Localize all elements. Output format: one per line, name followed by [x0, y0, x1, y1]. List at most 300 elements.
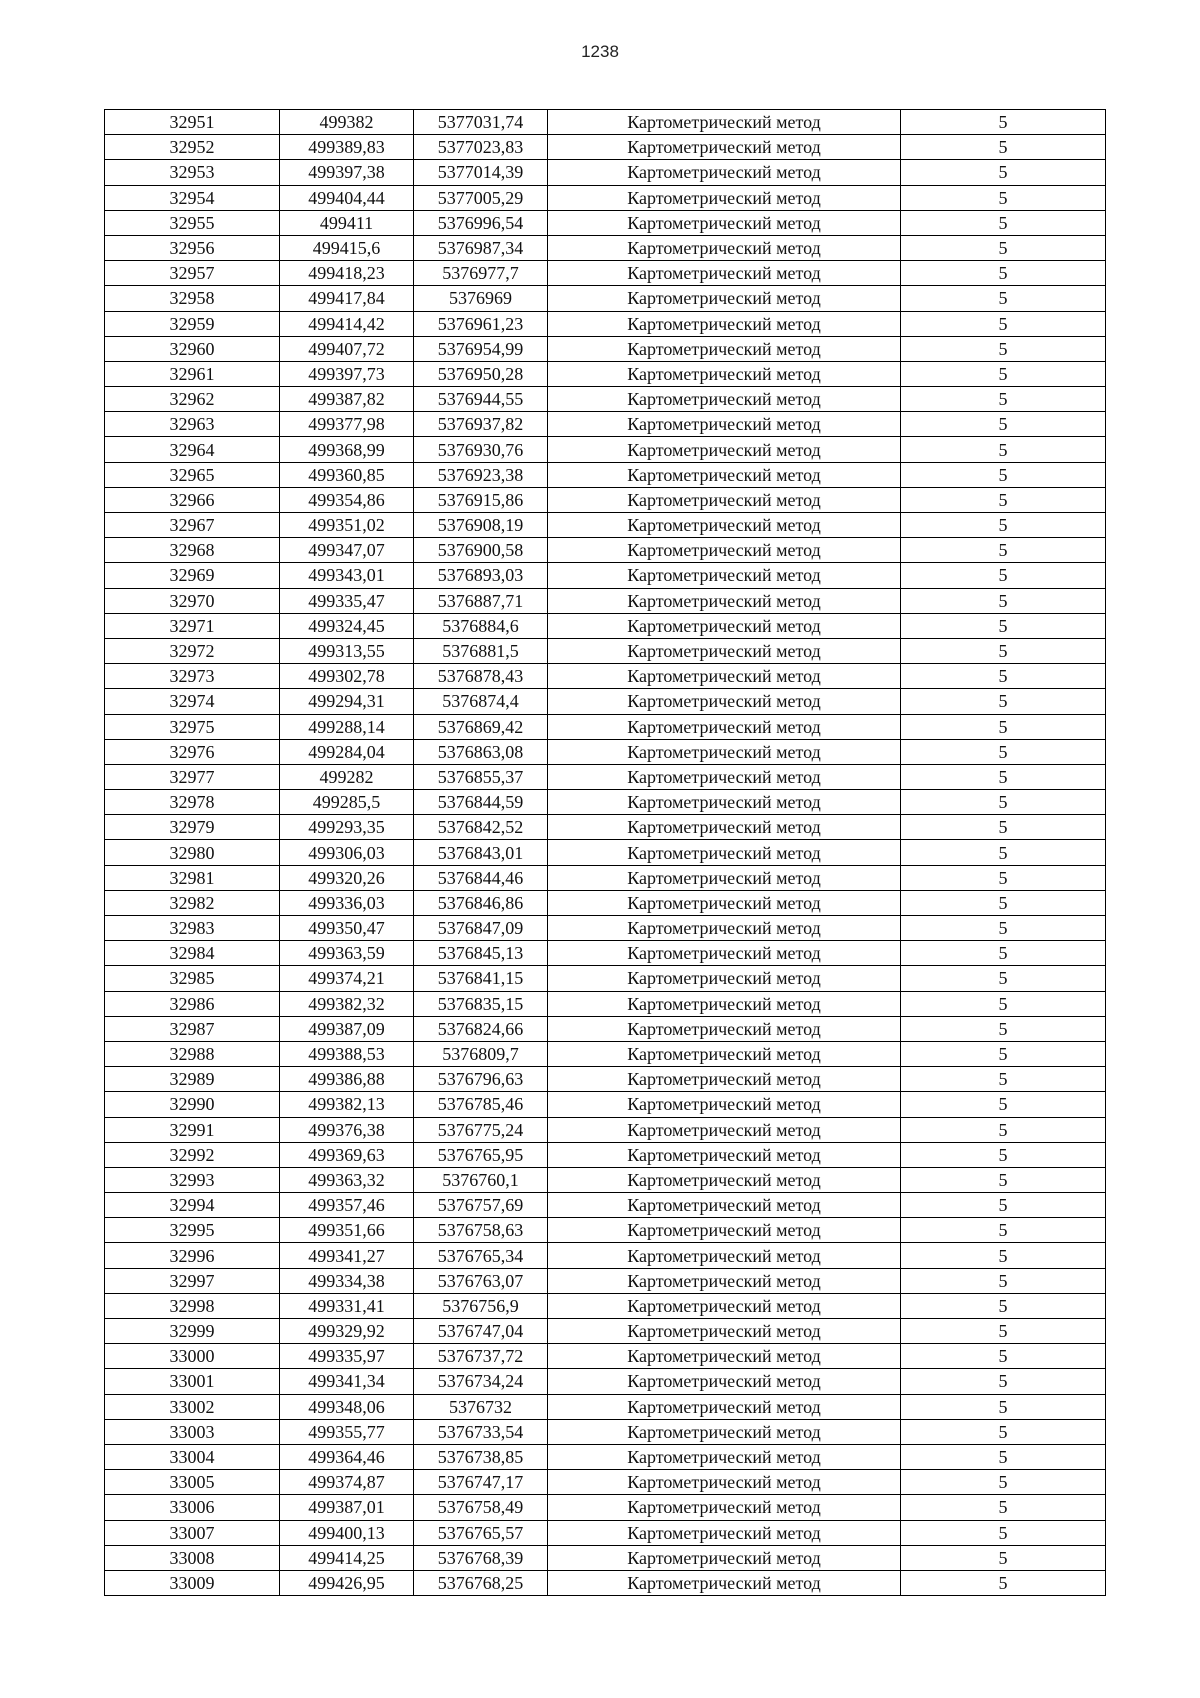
- x-coordinate-cell: 499369,63: [280, 1142, 414, 1167]
- method-cell: Картометрический метод: [548, 185, 901, 210]
- accuracy-cell: 5: [901, 613, 1106, 638]
- point-id-cell: 32966: [105, 487, 280, 512]
- accuracy-cell: 5: [901, 1167, 1106, 1192]
- point-id-cell: 32957: [105, 261, 280, 286]
- method-cell: Картометрический метод: [548, 286, 901, 311]
- accuracy-cell: 5: [901, 235, 1106, 260]
- table-row: [105, 261, 1106, 286]
- point-id-cell: 32954: [105, 185, 280, 210]
- table-row: [105, 588, 1106, 613]
- point-id-cell: 32981: [105, 865, 280, 890]
- table-row: [105, 638, 1106, 663]
- accuracy-cell: 5: [901, 739, 1106, 764]
- x-coordinate-cell: 499397,73: [280, 361, 414, 386]
- coordinates-table-body: [105, 110, 1106, 1596]
- point-id-cell: 32980: [105, 840, 280, 865]
- y-coordinate-cell: 5376747,04: [414, 1319, 548, 1344]
- x-coordinate-cell: 499397,38: [280, 160, 414, 185]
- accuracy-cell: 5: [901, 1495, 1106, 1520]
- accuracy-cell: 5: [901, 638, 1106, 663]
- y-coordinate-cell: 5376863,08: [414, 739, 548, 764]
- table-row: [105, 664, 1106, 689]
- y-coordinate-cell: 5376796,63: [414, 1067, 548, 1092]
- accuracy-cell: 5: [901, 664, 1106, 689]
- x-coordinate-cell: 499382,32: [280, 991, 414, 1016]
- point-id-cell: 32953: [105, 160, 280, 185]
- accuracy-cell: 5: [901, 1344, 1106, 1369]
- point-id-cell: 32990: [105, 1092, 280, 1117]
- table-row: [105, 865, 1106, 890]
- method-cell: Картометрический метод: [548, 1570, 901, 1595]
- accuracy-cell: 5: [901, 336, 1106, 361]
- table-row: [105, 1319, 1106, 1344]
- accuracy-cell: 5: [901, 1218, 1106, 1243]
- table-row: [105, 412, 1106, 437]
- x-coordinate-cell: 499388,53: [280, 1041, 414, 1066]
- table-row: [105, 1067, 1106, 1092]
- table-row: [105, 110, 1106, 135]
- x-coordinate-cell: 499334,38: [280, 1268, 414, 1293]
- method-cell: Картометрический метод: [548, 790, 901, 815]
- method-cell: Картометрический метод: [548, 1041, 901, 1066]
- accuracy-cell: 5: [901, 588, 1106, 613]
- accuracy-cell: 5: [901, 1117, 1106, 1142]
- y-coordinate-cell: 5376874,4: [414, 689, 548, 714]
- y-coordinate-cell: 5376757,69: [414, 1193, 548, 1218]
- accuracy-cell: 5: [901, 387, 1106, 412]
- y-coordinate-cell: 5376915,86: [414, 487, 548, 512]
- x-coordinate-cell: 499355,77: [280, 1419, 414, 1444]
- y-coordinate-cell: 5376734,24: [414, 1369, 548, 1394]
- point-id-cell: 32984: [105, 941, 280, 966]
- y-coordinate-cell: 5376844,46: [414, 865, 548, 890]
- x-coordinate-cell: 499348,06: [280, 1394, 414, 1419]
- x-coordinate-cell: 499363,32: [280, 1167, 414, 1192]
- method-cell: Картометрический метод: [548, 1520, 901, 1545]
- method-cell: Картометрический метод: [548, 1142, 901, 1167]
- table-row: [105, 1545, 1106, 1570]
- y-coordinate-cell: 5376878,43: [414, 664, 548, 689]
- accuracy-cell: 5: [901, 689, 1106, 714]
- point-id-cell: 32962: [105, 387, 280, 412]
- point-id-cell: 32975: [105, 714, 280, 739]
- point-id-cell: 32982: [105, 890, 280, 915]
- accuracy-cell: 5: [901, 1293, 1106, 1318]
- y-coordinate-cell: 5376950,28: [414, 361, 548, 386]
- table-row: [105, 1268, 1106, 1293]
- y-coordinate-cell: 5376881,5: [414, 638, 548, 663]
- accuracy-cell: 5: [901, 462, 1106, 487]
- y-coordinate-cell: 5376765,57: [414, 1520, 548, 1545]
- x-coordinate-cell: 499400,13: [280, 1520, 414, 1545]
- method-cell: Картометрический метод: [548, 387, 901, 412]
- method-cell: Картометрический метод: [548, 966, 901, 991]
- x-coordinate-cell: 499387,82: [280, 387, 414, 412]
- table-row: [105, 840, 1106, 865]
- accuracy-cell: 5: [901, 815, 1106, 840]
- x-coordinate-cell: 499302,78: [280, 664, 414, 689]
- y-coordinate-cell: 5377014,39: [414, 160, 548, 185]
- method-cell: Картометрический метод: [548, 890, 901, 915]
- method-cell: Картометрический метод: [548, 135, 901, 160]
- x-coordinate-cell: 499382: [280, 110, 414, 135]
- accuracy-cell: 5: [901, 1444, 1106, 1469]
- method-cell: Картометрический метод: [548, 588, 901, 613]
- x-coordinate-cell: 499285,5: [280, 790, 414, 815]
- y-coordinate-cell: 5376775,24: [414, 1117, 548, 1142]
- method-cell: Картометрический метод: [548, 1394, 901, 1419]
- method-cell: Картометрический метод: [548, 1193, 901, 1218]
- table-row: [105, 991, 1106, 1016]
- accuracy-cell: 5: [901, 563, 1106, 588]
- x-coordinate-cell: 499341,27: [280, 1243, 414, 1268]
- y-coordinate-cell: 5376768,25: [414, 1570, 548, 1595]
- x-coordinate-cell: 499377,98: [280, 412, 414, 437]
- accuracy-cell: 5: [901, 966, 1106, 991]
- point-id-cell: 32972: [105, 638, 280, 663]
- y-coordinate-cell: 5376737,72: [414, 1344, 548, 1369]
- y-coordinate-cell: 5376884,6: [414, 613, 548, 638]
- point-id-cell: 32991: [105, 1117, 280, 1142]
- point-id-cell: 32992: [105, 1142, 280, 1167]
- point-id-cell: 32970: [105, 588, 280, 613]
- accuracy-cell: 5: [901, 1520, 1106, 1545]
- point-id-cell: 33009: [105, 1570, 280, 1595]
- point-id-cell: 32958: [105, 286, 280, 311]
- table-row: [105, 764, 1106, 789]
- table-row: [105, 1394, 1106, 1419]
- y-coordinate-cell: 5376969: [414, 286, 548, 311]
- method-cell: Картометрический метод: [548, 1067, 901, 1092]
- y-coordinate-cell: 5376758,49: [414, 1495, 548, 1520]
- y-coordinate-cell: 5376855,37: [414, 764, 548, 789]
- method-cell: Картометрический метод: [548, 462, 901, 487]
- point-id-cell: 32965: [105, 462, 280, 487]
- y-coordinate-cell: 5377031,74: [414, 110, 548, 135]
- x-coordinate-cell: 499294,31: [280, 689, 414, 714]
- x-coordinate-cell: 499354,86: [280, 487, 414, 512]
- table-row: [105, 487, 1106, 512]
- y-coordinate-cell: 5376845,13: [414, 941, 548, 966]
- table-row: [105, 437, 1106, 462]
- y-coordinate-cell: 5376768,39: [414, 1545, 548, 1570]
- method-cell: Картометрический метод: [548, 764, 901, 789]
- table-row: [105, 513, 1106, 538]
- x-coordinate-cell: 499293,35: [280, 815, 414, 840]
- table-row: [105, 1243, 1106, 1268]
- accuracy-cell: 5: [901, 1545, 1106, 1570]
- y-coordinate-cell: 5376977,7: [414, 261, 548, 286]
- accuracy-cell: 5: [901, 1394, 1106, 1419]
- table-row: [105, 1092, 1106, 1117]
- page-number: 1238: [581, 42, 619, 61]
- point-id-cell: 33008: [105, 1545, 280, 1570]
- x-coordinate-cell: 499324,45: [280, 613, 414, 638]
- table-row: [105, 286, 1106, 311]
- y-coordinate-cell: 5376954,99: [414, 336, 548, 361]
- x-coordinate-cell: 499329,92: [280, 1319, 414, 1344]
- method-cell: Картометрический метод: [548, 210, 901, 235]
- accuracy-cell: 5: [901, 1268, 1106, 1293]
- table-row: [105, 1041, 1106, 1066]
- method-cell: Картометрический метод: [548, 1092, 901, 1117]
- y-coordinate-cell: 5376785,46: [414, 1092, 548, 1117]
- accuracy-cell: 5: [901, 311, 1106, 336]
- point-id-cell: 32976: [105, 739, 280, 764]
- method-cell: Картометрический метод: [548, 739, 901, 764]
- y-coordinate-cell: 5376843,01: [414, 840, 548, 865]
- method-cell: Картометрический метод: [548, 437, 901, 462]
- table-row: [105, 1495, 1106, 1520]
- y-coordinate-cell: 5376835,15: [414, 991, 548, 1016]
- point-id-cell: 32978: [105, 790, 280, 815]
- y-coordinate-cell: 5376930,76: [414, 437, 548, 462]
- method-cell: Картометрический метод: [548, 513, 901, 538]
- x-coordinate-cell: 499313,55: [280, 638, 414, 663]
- accuracy-cell: 5: [901, 110, 1106, 135]
- x-coordinate-cell: 499306,03: [280, 840, 414, 865]
- method-cell: Картометрический метод: [548, 261, 901, 286]
- x-coordinate-cell: 499335,47: [280, 588, 414, 613]
- table-row: [105, 538, 1106, 563]
- coordinates-table: [104, 109, 1106, 1596]
- y-coordinate-cell: 5376758,63: [414, 1218, 548, 1243]
- method-cell: Картометрический метод: [548, 361, 901, 386]
- method-cell: Картометрический метод: [548, 1243, 901, 1268]
- table-row: [105, 1193, 1106, 1218]
- method-cell: Картометрический метод: [548, 487, 901, 512]
- table-row: [105, 135, 1106, 160]
- point-id-cell: 32979: [105, 815, 280, 840]
- accuracy-cell: 5: [901, 160, 1106, 185]
- y-coordinate-cell: 5376842,52: [414, 815, 548, 840]
- accuracy-cell: 5: [901, 286, 1106, 311]
- accuracy-cell: 5: [901, 1570, 1106, 1595]
- x-coordinate-cell: 499282: [280, 764, 414, 789]
- method-cell: Картометрический метод: [548, 714, 901, 739]
- y-coordinate-cell: 5376733,54: [414, 1419, 548, 1444]
- accuracy-cell: 5: [901, 1419, 1106, 1444]
- table-row: [105, 1293, 1106, 1318]
- table-row: [105, 941, 1106, 966]
- y-coordinate-cell: 5376961,23: [414, 311, 548, 336]
- method-cell: Картометрический метод: [548, 1419, 901, 1444]
- x-coordinate-cell: 499351,66: [280, 1218, 414, 1243]
- accuracy-cell: 5: [901, 941, 1106, 966]
- table-row: [105, 689, 1106, 714]
- y-coordinate-cell: 5376738,85: [414, 1444, 548, 1469]
- y-coordinate-cell: 5376844,59: [414, 790, 548, 815]
- accuracy-cell: 5: [901, 1041, 1106, 1066]
- method-cell: Картометрический метод: [548, 412, 901, 437]
- accuracy-cell: 5: [901, 437, 1106, 462]
- accuracy-cell: 5: [901, 361, 1106, 386]
- table-row: [105, 1419, 1106, 1444]
- x-coordinate-cell: 499320,26: [280, 865, 414, 890]
- method-cell: Картометрический метод: [548, 538, 901, 563]
- point-id-cell: 33007: [105, 1520, 280, 1545]
- point-id-cell: 32964: [105, 437, 280, 462]
- y-coordinate-cell: 5376756,9: [414, 1293, 548, 1318]
- point-id-cell: 33000: [105, 1344, 280, 1369]
- y-coordinate-cell: 5376809,7: [414, 1041, 548, 1066]
- x-coordinate-cell: 499364,46: [280, 1444, 414, 1469]
- y-coordinate-cell: 5376763,07: [414, 1268, 548, 1293]
- point-id-cell: 32996: [105, 1243, 280, 1268]
- x-coordinate-cell: 499387,09: [280, 1016, 414, 1041]
- x-coordinate-cell: 499336,03: [280, 890, 414, 915]
- x-coordinate-cell: 499417,84: [280, 286, 414, 311]
- accuracy-cell: 5: [901, 1193, 1106, 1218]
- accuracy-cell: 5: [901, 1369, 1106, 1394]
- table-row: [105, 1142, 1106, 1167]
- accuracy-cell: 5: [901, 790, 1106, 815]
- table-row: [105, 790, 1106, 815]
- accuracy-cell: 5: [901, 1319, 1106, 1344]
- accuracy-cell: 5: [901, 1470, 1106, 1495]
- x-coordinate-cell: 499343,01: [280, 563, 414, 588]
- accuracy-cell: 5: [901, 840, 1106, 865]
- point-id-cell: 32987: [105, 1016, 280, 1041]
- table-row: [105, 235, 1106, 260]
- table-row: [105, 1570, 1106, 1595]
- accuracy-cell: 5: [901, 916, 1106, 941]
- method-cell: Картометрический метод: [548, 916, 901, 941]
- point-id-cell: 32955: [105, 210, 280, 235]
- table-row: [105, 311, 1106, 336]
- method-cell: Картометрический метод: [548, 1470, 901, 1495]
- y-coordinate-cell: 5376900,58: [414, 538, 548, 563]
- table-row: [105, 336, 1106, 361]
- accuracy-cell: 5: [901, 714, 1106, 739]
- point-id-cell: 32988: [105, 1041, 280, 1066]
- accuracy-cell: 5: [901, 135, 1106, 160]
- method-cell: Картометрический метод: [548, 160, 901, 185]
- table-row: [105, 1470, 1106, 1495]
- method-cell: Картометрический метод: [548, 1344, 901, 1369]
- y-coordinate-cell: 5376893,03: [414, 563, 548, 588]
- method-cell: Картометрический метод: [548, 1218, 901, 1243]
- accuracy-cell: 5: [901, 261, 1106, 286]
- point-id-cell: 32968: [105, 538, 280, 563]
- accuracy-cell: 5: [901, 412, 1106, 437]
- x-coordinate-cell: 499374,21: [280, 966, 414, 991]
- accuracy-cell: 5: [901, 1067, 1106, 1092]
- x-coordinate-cell: 499414,42: [280, 311, 414, 336]
- accuracy-cell: 5: [901, 487, 1106, 512]
- method-cell: Картометрический метод: [548, 941, 901, 966]
- method-cell: Картометрический метод: [548, 689, 901, 714]
- x-coordinate-cell: 499360,85: [280, 462, 414, 487]
- x-coordinate-cell: 499382,13: [280, 1092, 414, 1117]
- table-row: [105, 1444, 1106, 1469]
- method-cell: Картометрический метод: [548, 613, 901, 638]
- x-coordinate-cell: 499411: [280, 210, 414, 235]
- y-coordinate-cell: 5376869,42: [414, 714, 548, 739]
- table-row: [105, 563, 1106, 588]
- x-coordinate-cell: 499350,47: [280, 916, 414, 941]
- table-row: [105, 966, 1106, 991]
- accuracy-cell: 5: [901, 991, 1106, 1016]
- method-cell: Картометрический метод: [548, 840, 901, 865]
- accuracy-cell: 5: [901, 210, 1106, 235]
- table-row: [105, 815, 1106, 840]
- accuracy-cell: 5: [901, 890, 1106, 915]
- x-coordinate-cell: 499387,01: [280, 1495, 414, 1520]
- table-row: [105, 210, 1106, 235]
- point-id-cell: 32985: [105, 966, 280, 991]
- table-row: [105, 613, 1106, 638]
- y-coordinate-cell: 5376937,82: [414, 412, 548, 437]
- table-row: [105, 890, 1106, 915]
- accuracy-cell: 5: [901, 513, 1106, 538]
- method-cell: Картометрический метод: [548, 815, 901, 840]
- x-coordinate-cell: 499335,97: [280, 1344, 414, 1369]
- accuracy-cell: 5: [901, 185, 1106, 210]
- method-cell: Картометрический метод: [548, 1444, 901, 1469]
- table-row: [105, 739, 1106, 764]
- y-coordinate-cell: 5376847,09: [414, 916, 548, 941]
- method-cell: Картометрический метод: [548, 1016, 901, 1041]
- y-coordinate-cell: 5377023,83: [414, 135, 548, 160]
- method-cell: Картометрический метод: [548, 865, 901, 890]
- y-coordinate-cell: 5376944,55: [414, 387, 548, 412]
- y-coordinate-cell: 5376732: [414, 1394, 548, 1419]
- x-coordinate-cell: 499331,41: [280, 1293, 414, 1318]
- x-coordinate-cell: 499376,38: [280, 1117, 414, 1142]
- x-coordinate-cell: 499351,02: [280, 513, 414, 538]
- accuracy-cell: 5: [901, 1142, 1106, 1167]
- x-coordinate-cell: 499284,04: [280, 739, 414, 764]
- accuracy-cell: 5: [901, 1243, 1106, 1268]
- y-coordinate-cell: 5377005,29: [414, 185, 548, 210]
- point-id-cell: 32995: [105, 1218, 280, 1243]
- x-coordinate-cell: 499407,72: [280, 336, 414, 361]
- method-cell: Картометрический метод: [548, 664, 901, 689]
- method-cell: Картометрический метод: [548, 1495, 901, 1520]
- point-id-cell: 32999: [105, 1319, 280, 1344]
- point-id-cell: 33001: [105, 1369, 280, 1394]
- table-row: [105, 1520, 1106, 1545]
- method-cell: Картометрический метод: [548, 991, 901, 1016]
- point-id-cell: 32961: [105, 361, 280, 386]
- y-coordinate-cell: 5376987,34: [414, 235, 548, 260]
- table-row: [105, 361, 1106, 386]
- accuracy-cell: 5: [901, 1016, 1106, 1041]
- x-coordinate-cell: 499374,87: [280, 1470, 414, 1495]
- point-id-cell: 32960: [105, 336, 280, 361]
- point-id-cell: 32969: [105, 563, 280, 588]
- x-coordinate-cell: 499386,88: [280, 1067, 414, 1092]
- y-coordinate-cell: 5376760,1: [414, 1167, 548, 1192]
- x-coordinate-cell: 499426,95: [280, 1570, 414, 1595]
- point-id-cell: 33006: [105, 1495, 280, 1520]
- method-cell: Картометрический метод: [548, 1117, 901, 1142]
- method-cell: Картометрический метод: [548, 1268, 901, 1293]
- x-coordinate-cell: 499415,6: [280, 235, 414, 260]
- x-coordinate-cell: 499363,59: [280, 941, 414, 966]
- point-id-cell: 33002: [105, 1394, 280, 1419]
- x-coordinate-cell: 499418,23: [280, 261, 414, 286]
- point-id-cell: 32983: [105, 916, 280, 941]
- method-cell: Картометрический метод: [548, 1167, 901, 1192]
- table-row: [105, 1218, 1106, 1243]
- table-row: [105, 1344, 1106, 1369]
- y-coordinate-cell: 5376923,38: [414, 462, 548, 487]
- x-coordinate-cell: 499414,25: [280, 1545, 414, 1570]
- point-id-cell: 32998: [105, 1293, 280, 1318]
- method-cell: Картометрический метод: [548, 1545, 901, 1570]
